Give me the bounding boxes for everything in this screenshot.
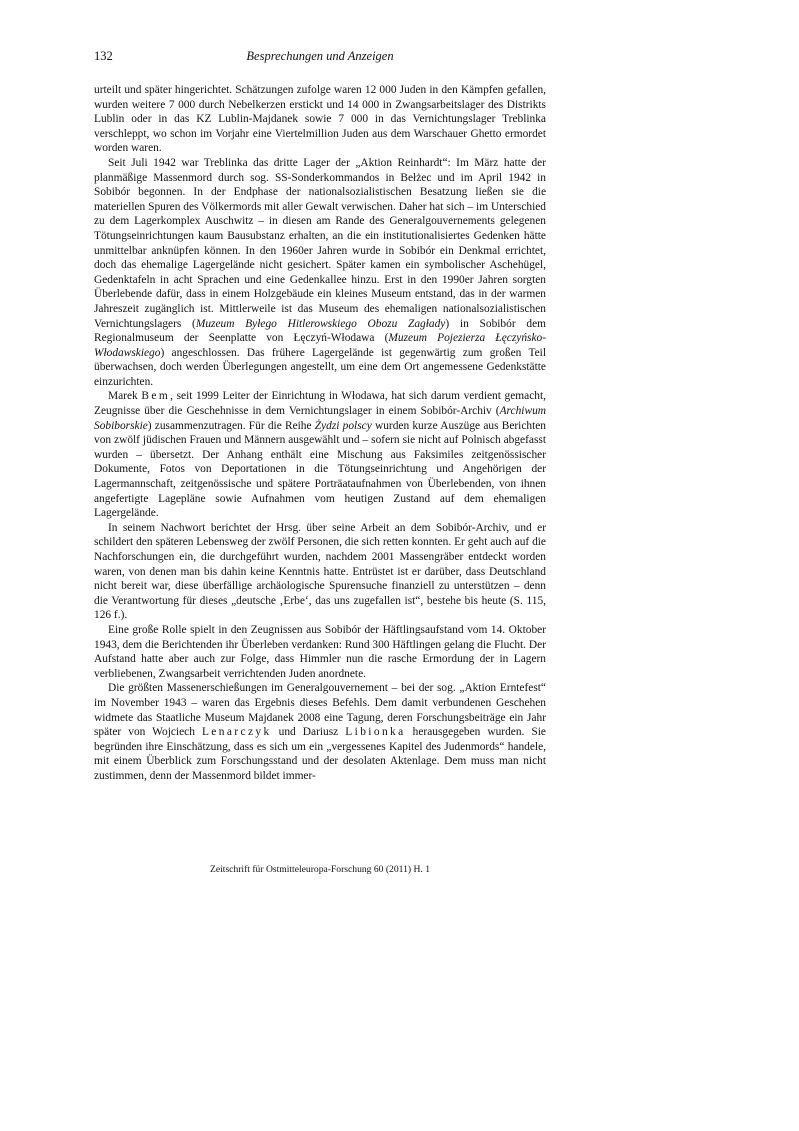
page-number: 132 [94, 49, 113, 63]
text-run: ) in Sobibór dem Regionalmuseum der Seenplatte von Łęczyń-Włodawa ( [94, 317, 546, 345]
text-run: ) angeschlossen. Das frühere Lagergelände ist gegenwärtig zum großen Teil überwachsen, doch werden Überlegungen angestellt, um eine dem Ort angemessene Gedenkstätte einzurichten. [94, 346, 546, 388]
paragraph-3 [94, 389, 546, 520]
article-body [94, 83, 546, 784]
text-run: herausgegeben wurden. Sie begründen ihre Einschätzung, dass es sich um ein „vergessenes Kapitel des Judenmords“ handele, mit einem Überblick zum Forschungsstand und der desolaten Aktenlage. Dem muss man nicht zustimmen, denn der Massenmord bildet immer- [94, 726, 546, 782]
series-name-italic: Żydzi polscy [314, 419, 372, 432]
text-run: wurden kurze Auszüge aus Berichten von zwölf jüdischen Frauen und Männern ausgewählt und – sofern sie nicht auf Polnisch abgefasst wurden – übersetzt. Der Anhang enthält eine Mischung aus Faksimiles zeitgenössischer Dokumente, Fotos von Deportationen in die Tötungseinrichtung und Angehörigen der Lagermannschaft, zeitgenössische und spätere Porträataufnahmen von Überlebenden, von ihnen angefertigte Lagepläne sowie Aufnahmen vom heutigen Zustand auf dem ehemaligen Lagergelände. [94, 419, 546, 520]
author-name-spaced: Libionka [345, 726, 406, 739]
journal-footer: Zeitschrift für Ostmitteleuropa-Forschung 60 (2011) H. 1 [210, 864, 430, 875]
text-run: Die größten Massenerschießungen im Generalgouvernement – bei der sog. „Aktion Erntefest“ im November 1943 – waren das Ergebnis dieses Befehls. Dem damit verbundenen Geschehen widmete das Staatliche Museum Majdanek 2008 eine Tagung, deren Forschungsbeiträge ein Jahr später von Wojciech [94, 682, 546, 739]
author-name-spaced: Lenarczyk [201, 726, 272, 739]
paragraph-5: Eine große Rolle spielt in den Zeugnissen aus Sobibór der Häftlingsaufstand vom 14. Oktober 1943, dem die Berichtenden ihr Überleben verdanken: Rund 300 Häftlingen gelang die Flucht. Der Aufstand hatte aber auch zur Folge, dass Himmler nun die rasche Ermordung der in Lagern verbliebenen, Zwangsarbeit verrichtenden Juden anordnete. [94, 623, 546, 680]
running-header [94, 47, 546, 65]
museum-name-italic: Muzeum Byłego Hitlerowskiego Obozu Zagłady [195, 317, 446, 330]
running-title: Besprechungen und Anzeigen [246, 49, 394, 63]
author-name-spaced: Bem [141, 390, 171, 403]
text-run: , seit 1999 Leiter der Einrichtung in Włodawa, hat sich darum verdient gemacht, Zeugnisse über die Geschehnisse in dem Vernichtungslager in einem Sobibór-Archiv ( [94, 390, 546, 418]
archive-name-italic: Archiwum Sobiborskie [94, 405, 546, 432]
museum-name-italic: Muzeum Pojezierza Łęczyńsko-Włodawskiego [94, 332, 547, 359]
paragraph-1: urteilt und später hingerichtet. Schätzungen zufolge waren 12 000 Juden in den Kämpfen gefallen, wurden weitere 7 000 durch Nebelkerzen erstickt und 14 000 in Zwangsarbeitslager des Distrikts Lublin oder in das KZ Lublin-Majdanek sowie 7 000 in das Vernichtungslager Treblinka verschleppt, wo schon im Vorjahr eine Viertelmillion Juden aus dem Warschauer Ghetto ermordet worden waren. [94, 84, 546, 155]
paragraph-6 [94, 681, 546, 783]
text-run: und Dariusz [271, 726, 346, 739]
text-run: Marek [108, 390, 142, 403]
paragraph-4: In seinem Nachwort berichtet der Hrsg. über seine Arbeit an dem Sobibór-Archiv, und er schildert den späteren Lebensweg der zwölf Personen, die sich retten konnten. Er geht auch auf die Nachforschungen ein, die durchgeführt wurden, nachdem 2001 Massengräber entdeckt worden waren, von denen man bis dahin keine Kenntnis hatte. Entrüstet ist er darüber, dass Deutschland nicht bereit war, diese überfällige archäologische Spurensuche finanziell zu unterstützen – denn die Verantwortung für dieses „deutsche ‚Erbe‘, das uns zugefallen ist“, bestehe bis heute (S. 115, 126 f.). [94, 521, 546, 622]
paragraph-2 [94, 156, 546, 390]
text-run: ) zusammenzutragen. Für die Reihe [147, 419, 315, 432]
text-run: Seit Juli 1942 war Treblinka das dritte Lager der „Aktion Reinhardt“: Im März hatte der planmäßige Massenmord durch sog. SS-Sonderkommandos in Bełżec und im April 1942 in Sobibór begonnen. In der Endphase der nationalsozialistischen Besatzung ließen sie die materiellen Spuren des Völkermords mit aller Gewalt verwischen. Daher hat sich – im Unterschied zu dem Lagerkomplex Auschwitz – in diesen am Rande des Generalgouvernements gelegenen Tötungseinrichtungen kaum Bausubstanz erhalten, an die ein institutionalisiertes Gedenken hätte unmittelbar anknüpfen können. In den 1960er Jahren wurde in Sobibór ein Denkmal errichtet, doch das ehemalige Lagergelände nicht gesichert. Später kamen ein symbolischer Aschehügel, Gedenktafeln in acht Sprachen und eine Gedenkallee hinzu. Erst in den 1990er Jahren sorgten Überlebende dafür, dass in einem Holzgebäude ein kleines Museum entstand, das in der warmen Jahreszeit zugänglich ist. Mittlerweile ist das Museum des ehemaligen nationalsozialistischen Vernichtungslagers ( [94, 156, 546, 330]
